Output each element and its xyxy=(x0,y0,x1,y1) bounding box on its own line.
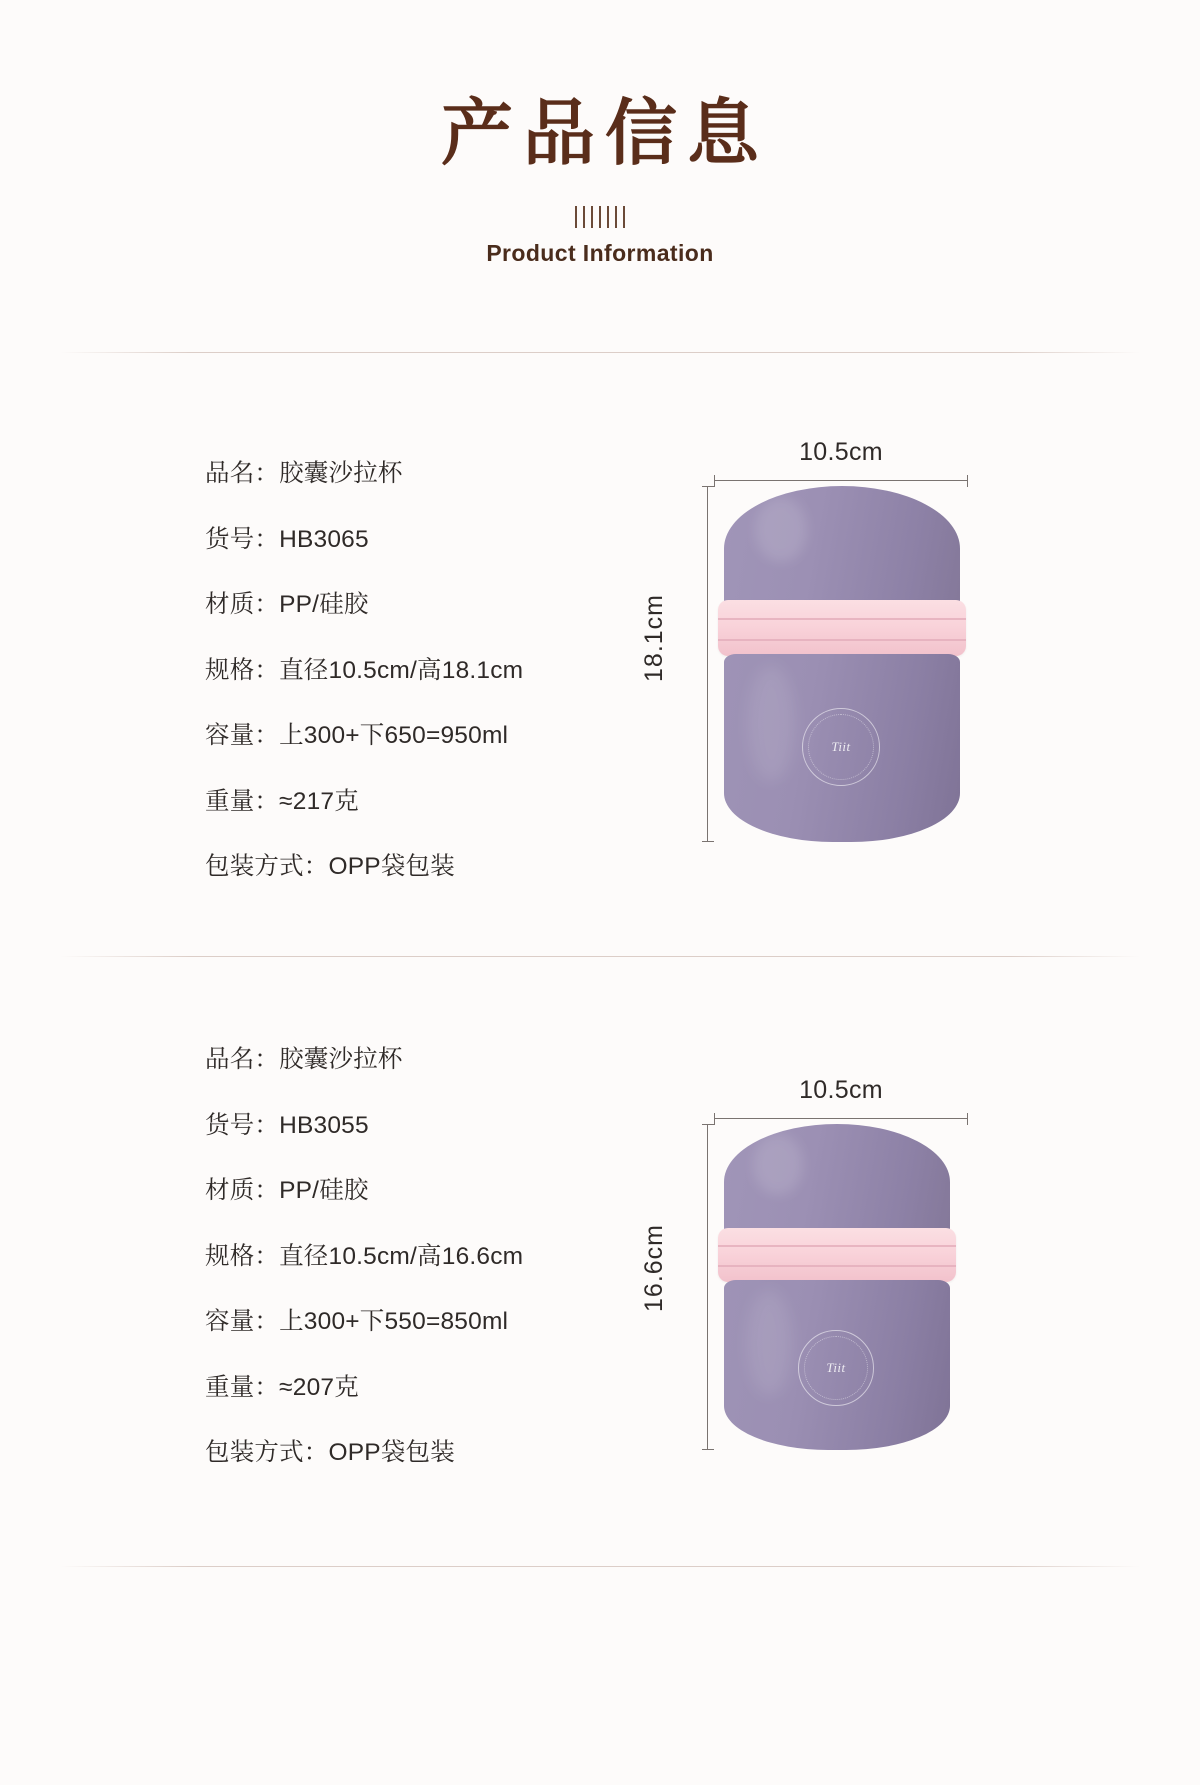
band-groove xyxy=(718,1245,955,1247)
spec-line-name: 品名：胶囊沙拉杯 xyxy=(205,460,403,487)
height-dimension-label: 18.1cm xyxy=(640,594,668,682)
dimension-cap xyxy=(702,1449,714,1450)
dimension-line xyxy=(714,1118,968,1119)
width-dimension-label: 10.5cm xyxy=(799,1076,883,1104)
product-spec-block xyxy=(0,352,1200,956)
tick-mark xyxy=(607,206,609,228)
height-dimension-bar xyxy=(702,1124,714,1450)
width-dimension xyxy=(714,1076,968,1125)
spec-line-sku: 货号：HB3055 xyxy=(205,1111,369,1139)
tick-mark xyxy=(615,206,617,228)
spec-line-sku: 货号：HB3065 xyxy=(205,525,369,553)
cup-silicone-band xyxy=(718,600,966,656)
cup-silicone-band xyxy=(718,1228,955,1282)
spec-line-capacity: 容量：上300+下650=950ml xyxy=(205,722,509,749)
band-groove xyxy=(718,639,966,641)
dimension-line xyxy=(707,1124,708,1450)
dimension-cap xyxy=(702,841,714,842)
decorative-ticks xyxy=(0,204,1200,230)
dimension-line xyxy=(714,480,968,481)
spec-list xyxy=(205,1048,625,1466)
width-dimension xyxy=(714,438,968,487)
tick-mark xyxy=(575,206,577,228)
height-dimension-label: 16.6cm xyxy=(640,1224,668,1312)
dimension-cap xyxy=(967,475,968,487)
spec-line-size: 规格：直径10.5cm/高16.6cm xyxy=(205,1242,524,1270)
spec-line-material: 材质：PP/硅胶 xyxy=(205,591,369,618)
logo-text: Tiit xyxy=(831,739,851,754)
brand-logo xyxy=(798,1330,874,1406)
dimension-cap xyxy=(702,1124,714,1125)
section-divider xyxy=(60,1566,1140,1567)
spec-line-weight: 重量：≈217克 xyxy=(205,787,359,815)
tick-mark xyxy=(583,206,585,228)
band-groove xyxy=(718,1265,955,1267)
spec-line-name: 品名：胶囊沙拉杯 xyxy=(205,1046,403,1073)
product-image-capsule-salad-cup xyxy=(724,1124,950,1450)
spec-line-weight: 重量：≈207克 xyxy=(205,1373,359,1401)
product-image-capsule-salad-cup xyxy=(724,486,960,842)
logo-ring xyxy=(804,1336,868,1400)
dimension-cap xyxy=(702,486,714,487)
dimension-cap xyxy=(967,1113,968,1125)
spec-line-size: 规格：直径10.5cm/高18.1cm xyxy=(205,656,524,684)
logo-text: Tiit xyxy=(826,1360,846,1375)
product-figure xyxy=(640,438,970,858)
page-title: 产品信息 xyxy=(440,94,769,174)
band-groove xyxy=(718,618,966,620)
page-subtitle: Product Information xyxy=(486,239,714,266)
spec-line-capacity: 容量：上300+下550=850ml xyxy=(205,1308,509,1335)
height-dimension-bar xyxy=(702,486,714,842)
tick-mark xyxy=(623,206,625,228)
product-figure xyxy=(640,1076,970,1476)
brand-logo xyxy=(802,708,880,786)
page-header xyxy=(0,0,1200,267)
tick-mark xyxy=(591,206,593,228)
dimension-line xyxy=(707,486,708,842)
width-dimension-label: 10.5cm xyxy=(799,438,883,466)
tick-mark xyxy=(599,206,601,228)
spec-line-material: 材质：PP/硅胶 xyxy=(205,1177,369,1204)
spec-line-packaging: 包装方式：OPP袋包装 xyxy=(205,853,455,880)
spec-line-packaging: 包装方式：OPP袋包装 xyxy=(205,1439,455,1466)
logo-ring xyxy=(808,714,874,780)
product-spec-block xyxy=(0,956,1200,1566)
spec-list xyxy=(205,462,625,880)
